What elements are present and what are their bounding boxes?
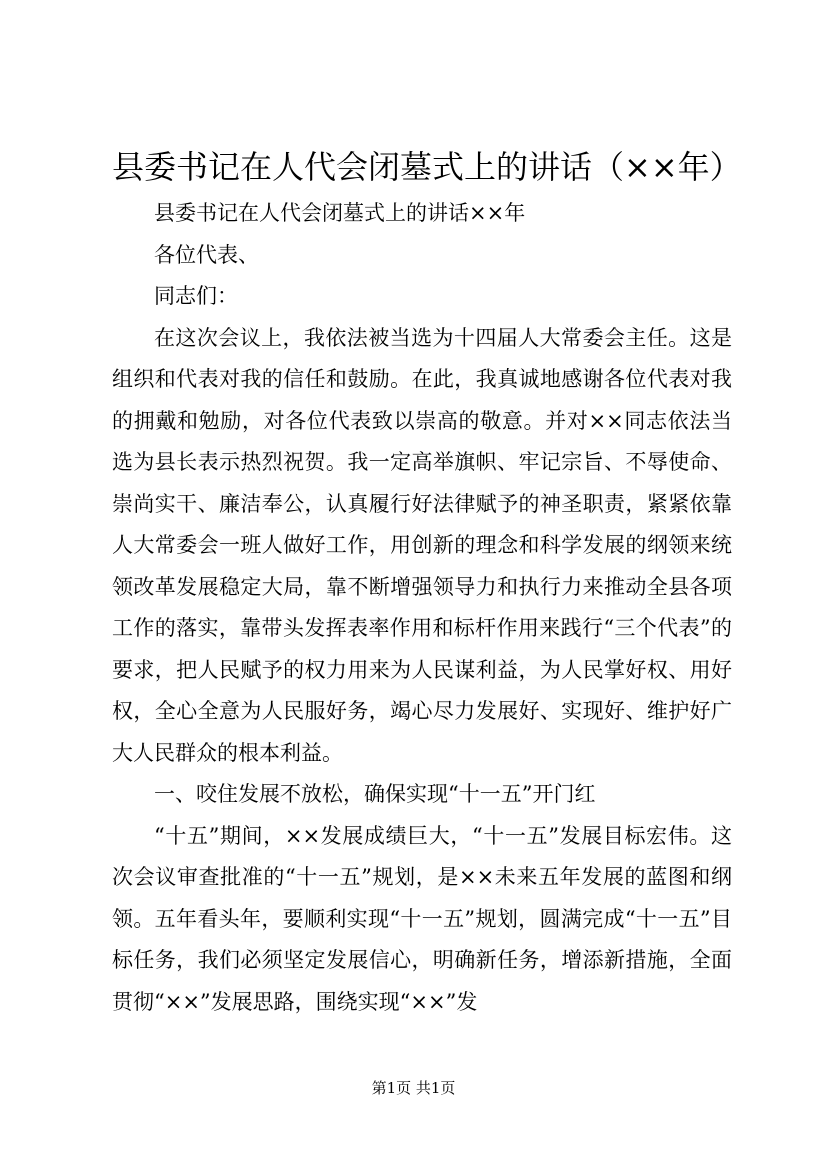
paragraph-subtitle: 县委书记在人代会闭墓式上的讲话××年 [154, 201, 526, 225]
page-footer: 第1页 共1页 [371, 1079, 456, 1097]
section-heading-1: 一、咬住发展不放松，确保实现“十一五”开门红 [154, 782, 596, 806]
document-body [112, 193, 732, 1023]
paragraph-salutation-comrades: 同志们： [154, 284, 238, 308]
paragraph-salutation-delegates: 各位代表、 [154, 242, 259, 267]
document-title: 县委书记在人代会闭墓式上的讲话（××年） [112, 148, 742, 186]
paragraph-section-1: “十五”期间，××发展成绩巨大，“十一五”发展目标宏伟。这次会议审查批准的“十一五”规划，是××未来五年发展的蓝图和纲领。五年看头年，要顺利实现“十一五”规划，圆满完成“十一五”目标任务，我们必须坚定发展信心，明确新任务，增添新措施，全面贯彻“××”发展思路，围绕实现“××”发 [112, 823, 732, 1014]
paragraph-opening: 在这次会议上，我依法被当选为十四届人大常委会主任。这是组织和代表对我的信任和鼓励。在此，我真诚地感谢各位代表对我的拥戴和勉励，对各位代表致以崇高的敬意。并对××同志依法当选为县长表示热烈祝贺。我一定高举旗帜、牢记宗旨、不辱使命、崇尚实干、廉洁奉公，认真履行好法律赋予的神圣职责，紧紧依靠人大常委会一班人做好工作，用创新的理念和科学发展的纲领来统领改革发展稳定大局，靠不断增强领导力和执行力来推动全县各项工作的落实，靠带头发挥表率作用和标杆作用来践行“三个代表”的要求，把人民赋予的权力用来为人民谋利益，为人民掌好权、用好权，全心全意为人民服好务，竭心尽力发展好、实现好、维护好广大人民群众的根本利益。 [112, 325, 732, 765]
